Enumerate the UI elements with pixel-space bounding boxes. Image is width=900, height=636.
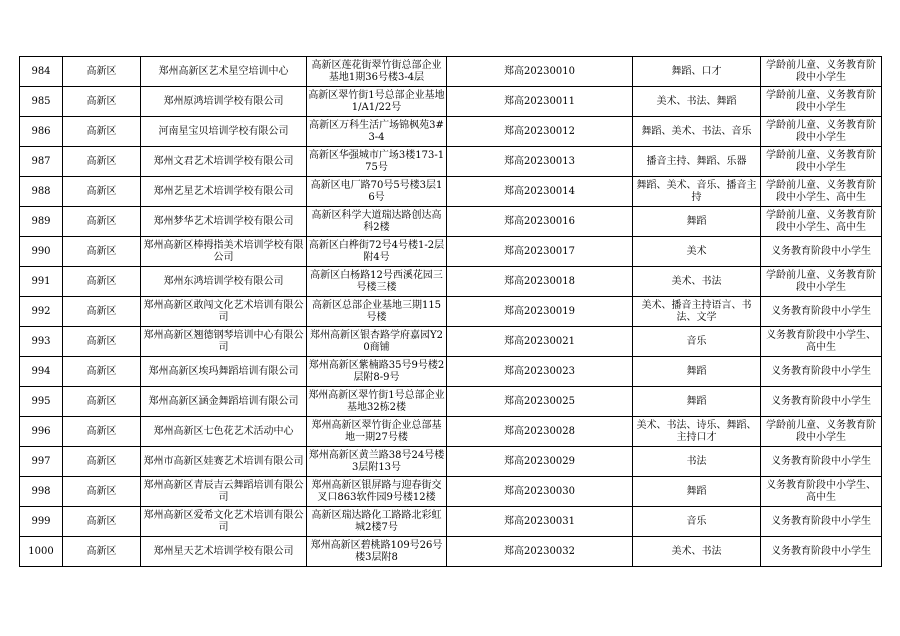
address-cell: 郑州高新区银屏路与迎春街交叉口863软件园9号楼12楼 (307, 477, 447, 507)
district-cell: 高新区 (63, 387, 141, 417)
target-students-cell: 学龄前儿童、义务教育阶段中小学生 (761, 57, 882, 87)
table-row (20, 297, 882, 327)
district-cell: 高新区 (63, 177, 141, 207)
target-students-cell: 义务教育阶段中小学生 (761, 357, 882, 387)
target-students-cell: 义务教育阶段中小学生 (761, 297, 882, 327)
subjects-cell: 美术、书法、舞蹈 (633, 87, 761, 117)
license-code-cell: 郑高20230031 (447, 507, 633, 537)
address-cell: 郑州高新区紫楠路35号9号楼2层附8-9号 (307, 357, 447, 387)
row-number-cell: 987 (20, 147, 63, 177)
address-cell: 高新区万科生活广场锦枫苑3#3-4 (307, 117, 447, 147)
license-code-cell: 郑高20230011 (447, 87, 633, 117)
license-code-cell: 郑高20230018 (447, 267, 633, 297)
address-cell: 高新区白杨路12号西溪花园三号楼三楼 (307, 267, 447, 297)
institution-name-cell: 河南星宝贝培训学校有限公司 (141, 117, 307, 147)
subjects-cell: 播音主持、舞蹈、乐器 (633, 147, 761, 177)
district-cell: 高新区 (63, 57, 141, 87)
subjects-cell: 书法 (633, 447, 761, 477)
subjects-cell: 美术、书法、诗乐、舞蹈、主持口才 (633, 417, 761, 447)
subjects-cell: 舞蹈、美术、书法、音乐 (633, 117, 761, 147)
row-number-cell: 995 (20, 387, 63, 417)
table-body (20, 57, 882, 567)
institution-name-cell: 郑州艺星艺术培训学校有限公司 (141, 177, 307, 207)
target-students-cell: 学龄前儿童、义务教育阶段中小学生 (761, 267, 882, 297)
license-code-cell: 郑高20230025 (447, 387, 633, 417)
district-cell: 高新区 (63, 417, 141, 447)
table-row (20, 57, 882, 87)
row-number-cell: 1000 (20, 537, 63, 567)
institution-name-cell: 郑州东鸿培训学校有限公司 (141, 267, 307, 297)
target-students-cell: 学龄前儿童、义务教育阶段中小学生 (761, 117, 882, 147)
subjects-cell: 舞蹈 (633, 357, 761, 387)
row-number-cell: 993 (20, 327, 63, 357)
address-cell: 郑州高新区黄兰路38号24号楼3层附13号 (307, 447, 447, 477)
row-number-cell: 984 (20, 57, 63, 87)
subjects-cell: 音乐 (633, 327, 761, 357)
license-code-cell: 郑高20230019 (447, 297, 633, 327)
target-students-cell: 义务教育阶段中小学生 (761, 387, 882, 417)
district-cell: 高新区 (63, 87, 141, 117)
table-row (20, 117, 882, 147)
institution-name-cell: 郑州高新区涵金舞蹈培训有限公司 (141, 387, 307, 417)
address-cell: 高新区总部企业基地三期115号楼 (307, 297, 447, 327)
target-students-cell: 义务教育阶段中小学生 (761, 507, 882, 537)
institution-name-cell: 郑州高新区艺术星空培训中心 (141, 57, 307, 87)
district-cell: 高新区 (63, 237, 141, 267)
table-row (20, 447, 882, 477)
row-number-cell: 992 (20, 297, 63, 327)
row-number-cell: 990 (20, 237, 63, 267)
institution-name-cell: 郑州文君艺术培训学校有限公司 (141, 147, 307, 177)
license-code-cell: 郑高20230023 (447, 357, 633, 387)
row-number-cell: 997 (20, 447, 63, 477)
address-cell: 高新区科学大道瑞达路创达高科2楼 (307, 207, 447, 237)
target-students-cell: 学龄前儿童、义务教育阶段中小学生、高中生 (761, 207, 882, 237)
subjects-cell: 美术、书法 (633, 537, 761, 567)
table-row (20, 207, 882, 237)
table-row (20, 87, 882, 117)
address-cell: 郑州高新区碧桃路109号26号楼3层附8 (307, 537, 447, 567)
table-row (20, 477, 882, 507)
row-number-cell: 998 (20, 477, 63, 507)
district-cell: 高新区 (63, 357, 141, 387)
license-code-cell: 郑高20230029 (447, 447, 633, 477)
address-cell: 高新区翠竹街1号总部企业基地1/A1/22号 (307, 87, 447, 117)
table-row (20, 387, 882, 417)
license-code-cell: 郑高20230013 (447, 147, 633, 177)
row-number-cell: 994 (20, 357, 63, 387)
table-row (20, 237, 882, 267)
institution-table (19, 56, 882, 567)
target-students-cell: 义务教育阶段中小学生 (761, 447, 882, 477)
license-code-cell: 郑高20230017 (447, 237, 633, 267)
row-number-cell: 986 (20, 117, 63, 147)
table-row (20, 327, 882, 357)
row-number-cell: 989 (20, 207, 63, 237)
district-cell: 高新区 (63, 537, 141, 567)
subjects-cell: 舞蹈、口才 (633, 57, 761, 87)
institution-name-cell: 郑州高新区翘德钢琴培训中心有限公司 (141, 327, 307, 357)
district-cell: 高新区 (63, 297, 141, 327)
target-students-cell: 义务教育阶段中小学生、高中生 (761, 477, 882, 507)
target-students-cell: 学龄前儿童、义务教育阶段中小学生、高中生 (761, 177, 882, 207)
row-number-cell: 996 (20, 417, 63, 447)
address-cell: 高新区电厂路70号5号楼3层16号 (307, 177, 447, 207)
target-students-cell: 义务教育阶段中小学生 (761, 237, 882, 267)
subjects-cell: 美术 (633, 237, 761, 267)
district-cell: 高新区 (63, 447, 141, 477)
subjects-cell: 美术、播音主持语言、书法、文学 (633, 297, 761, 327)
table-row (20, 417, 882, 447)
row-number-cell: 991 (20, 267, 63, 297)
target-students-cell: 义务教育阶段中小学生、高中生 (761, 327, 882, 357)
target-students-cell: 学龄前儿童、义务教育阶段中小学生 (761, 147, 882, 177)
district-cell: 高新区 (63, 207, 141, 237)
district-cell: 高新区 (63, 327, 141, 357)
subjects-cell: 舞蹈 (633, 207, 761, 237)
institution-name-cell: 郑州高新区敢闯文化艺术培训有限公司 (141, 297, 307, 327)
address-cell: 高新区莲花街翠竹街总部企业基地1期36号楼3-4层 (307, 57, 447, 87)
district-cell: 高新区 (63, 147, 141, 177)
target-students-cell: 学龄前儿童、义务教育阶段中小学生 (761, 417, 882, 447)
subjects-cell: 舞蹈 (633, 477, 761, 507)
license-code-cell: 郑高20230014 (447, 177, 633, 207)
table-row (20, 267, 882, 297)
table-row (20, 537, 882, 567)
table-row (20, 357, 882, 387)
license-code-cell: 郑高20230012 (447, 117, 633, 147)
subjects-cell: 美术、书法 (633, 267, 761, 297)
subjects-cell: 舞蹈 (633, 387, 761, 417)
district-cell: 高新区 (63, 477, 141, 507)
table-row (20, 177, 882, 207)
row-number-cell: 988 (20, 177, 63, 207)
institution-name-cell: 郑州高新区爱希文化艺术培训有限公司 (141, 507, 307, 537)
institution-name-cell: 郑州梦华艺术培训学校有限公司 (141, 207, 307, 237)
address-cell: 高新区华强城市广场3楼173-175号 (307, 147, 447, 177)
license-code-cell: 郑高20230030 (447, 477, 633, 507)
table-row (20, 147, 882, 177)
institution-name-cell: 郑州高新区埃玛舞蹈培训有限公司 (141, 357, 307, 387)
license-code-cell: 郑高20230028 (447, 417, 633, 447)
subjects-cell: 音乐 (633, 507, 761, 537)
target-students-cell: 义务教育阶段中小学生 (761, 537, 882, 567)
subjects-cell: 舞蹈、美术、音乐、播音主持 (633, 177, 761, 207)
institution-name-cell: 郑州市高新区娃赛艺术培训有限公司 (141, 447, 307, 477)
district-cell: 高新区 (63, 507, 141, 537)
institution-name-cell: 郑州原鸿培训学校有限公司 (141, 87, 307, 117)
institution-name-cell: 郑州高新区棒拇指美术培训学校有限公司 (141, 237, 307, 267)
district-cell: 高新区 (63, 267, 141, 297)
target-students-cell: 学龄前儿童、义务教育阶段中小学生 (761, 87, 882, 117)
table-row (20, 507, 882, 537)
institution-name-cell: 郑州高新区青辰吉云舞蹈培训有限公司 (141, 477, 307, 507)
district-cell: 高新区 (63, 117, 141, 147)
address-cell: 郑州高新区银杏路学府嘉园Y20商铺 (307, 327, 447, 357)
license-code-cell: 郑高20230016 (447, 207, 633, 237)
institution-name-cell: 郑州高新区七色花艺术活动中心 (141, 417, 307, 447)
address-cell: 郑州高新区翠竹街企业总部基地一期27号楼 (307, 417, 447, 447)
institution-name-cell: 郑州星天艺术培训学校有限公司 (141, 537, 307, 567)
license-code-cell: 郑高20230021 (447, 327, 633, 357)
license-code-cell: 郑高20230010 (447, 57, 633, 87)
row-number-cell: 999 (20, 507, 63, 537)
address-cell: 高新区瑞达路化工路路北彩虹城2楼7号 (307, 507, 447, 537)
address-cell: 高新区白桦街72号4号楼1-2层附4号 (307, 237, 447, 267)
address-cell: 郑州高新区翠竹街1号总部企业基地32栋2楼 (307, 387, 447, 417)
license-code-cell: 郑高20230032 (447, 537, 633, 567)
row-number-cell: 985 (20, 87, 63, 117)
